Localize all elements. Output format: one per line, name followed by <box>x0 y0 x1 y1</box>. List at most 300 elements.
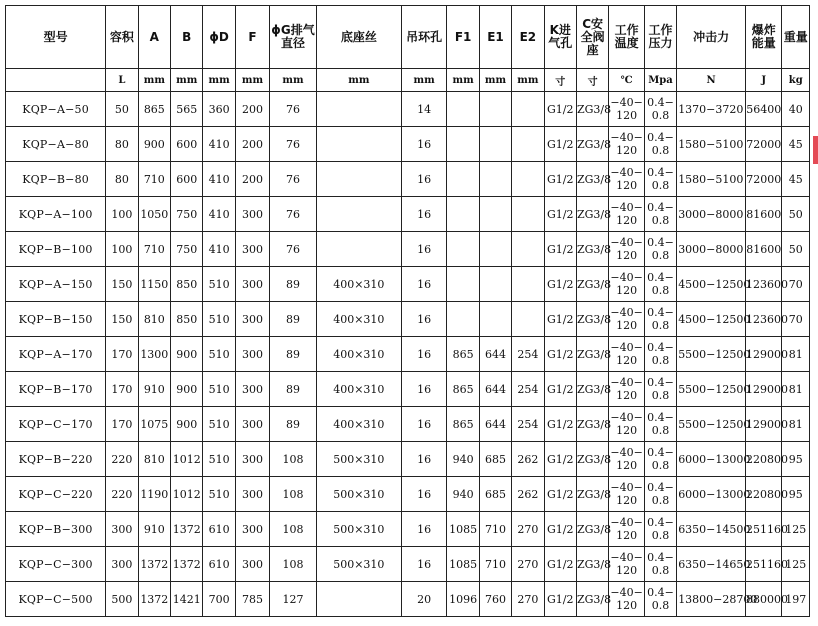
col-header-d: ϕD <box>203 6 235 69</box>
table-cell: 108 <box>270 477 317 512</box>
table-cell: 910 <box>138 512 170 547</box>
table-cell: 700 <box>203 582 235 617</box>
table-cell: 880000 <box>746 582 782 617</box>
table-cell: 16 <box>401 337 447 372</box>
table-cell: 270 <box>512 582 544 617</box>
table-cell: 6000−13000 <box>677 442 746 477</box>
col-header-volume: 容积 <box>106 6 138 69</box>
table-cell: 400×310 <box>316 337 401 372</box>
col-header-blast-energy: 爆炸能量 <box>746 6 782 69</box>
table-cell: 410 <box>203 162 235 197</box>
table-cell <box>447 197 479 232</box>
table-cell: 220 <box>106 477 138 512</box>
table-cell: 45 <box>782 127 810 162</box>
table-cell: 100 <box>106 232 138 267</box>
table-cell: 865 <box>447 372 479 407</box>
table-cell: 710 <box>479 512 511 547</box>
model-cell: KQP−A−80 <box>6 127 106 162</box>
table-cell: 45 <box>782 162 810 197</box>
table-cell: 76 <box>270 92 317 127</box>
table-cell: −40− 120 <box>609 162 644 197</box>
model-cell: KQP−A−170 <box>6 337 106 372</box>
table-cell <box>512 302 544 337</box>
table-cell: 850 <box>171 302 203 337</box>
col-header-b: B <box>171 6 203 69</box>
table-cell: 865 <box>447 337 479 372</box>
table-cell: 81 <box>782 372 810 407</box>
table-cell: 200 <box>235 127 269 162</box>
table-cell: G1/2 <box>544 582 576 617</box>
table-cell: G1/2 <box>544 232 576 267</box>
table-cell: 300 <box>235 477 269 512</box>
table-cell <box>479 92 511 127</box>
table-cell: ZG3/8 <box>576 302 608 337</box>
table-cell: 123600 <box>746 267 782 302</box>
table-cell: 0.4− 0.8 <box>644 477 676 512</box>
table-cell: 1050 <box>138 197 170 232</box>
table-cell: 1190 <box>138 477 170 512</box>
table-cell <box>512 267 544 302</box>
table-cell: 150 <box>106 267 138 302</box>
table-cell: 170 <box>106 407 138 442</box>
table-cell: 300 <box>106 512 138 547</box>
table-row <box>6 92 810 127</box>
col-header-safety-valve: C安全阀座 <box>576 6 608 69</box>
table-cell: 300 <box>235 267 269 302</box>
table-cell <box>512 232 544 267</box>
table-cell <box>479 232 511 267</box>
table-cell: 76 <box>270 197 317 232</box>
model-cell: KQP−A−150 <box>6 267 106 302</box>
table-cell: 300 <box>235 197 269 232</box>
table-cell: 150 <box>106 302 138 337</box>
table-cell <box>447 302 479 337</box>
table-cell: −40− 120 <box>609 477 644 512</box>
table-cell: 300 <box>235 547 269 582</box>
table-cell: 20 <box>401 582 447 617</box>
table-cell: 16 <box>401 232 447 267</box>
unit-cell: L <box>106 69 138 92</box>
table-cell <box>479 302 511 337</box>
table-cell: ZG3/8 <box>576 232 608 267</box>
col-header-pressure: 工作压力 <box>644 6 676 69</box>
col-header-f1: F1 <box>447 6 479 69</box>
table-cell: −40− 120 <box>609 582 644 617</box>
table-row <box>6 582 810 617</box>
table-cell: 510 <box>203 442 235 477</box>
unit-cell <box>6 69 106 92</box>
unit-cell: mm <box>138 69 170 92</box>
table-cell: 16 <box>401 442 447 477</box>
col-header-base-thread: 底座丝 <box>316 6 401 69</box>
table-cell: ZG3/8 <box>576 197 608 232</box>
model-cell: KQP−C−220 <box>6 477 106 512</box>
table-cell: 300 <box>235 302 269 337</box>
table-cell: 16 <box>401 547 447 582</box>
spec-table <box>5 5 810 617</box>
table-cell: 6350−14500 <box>677 512 746 547</box>
table-cell <box>447 232 479 267</box>
unit-cell: 寸 <box>544 69 576 92</box>
table-cell: 125 <box>782 512 810 547</box>
table-cell: 1372 <box>171 512 203 547</box>
table-body <box>6 92 810 617</box>
table-cell: 1372 <box>171 547 203 582</box>
table-cell: 644 <box>479 337 511 372</box>
table-cell: 0.4− 0.8 <box>644 547 676 582</box>
table-cell: 70 <box>782 267 810 302</box>
table-cell: −40− 120 <box>609 127 644 162</box>
table-cell: 410 <box>203 197 235 232</box>
unit-cell: mm <box>316 69 401 92</box>
table-cell: −40− 120 <box>609 442 644 477</box>
table-cell: 1372 <box>138 582 170 617</box>
table-cell: G1/2 <box>544 547 576 582</box>
table-cell: 200 <box>235 162 269 197</box>
table-cell: 220800 <box>746 442 782 477</box>
table-cell: 72000 <box>746 127 782 162</box>
table-cell: 1300 <box>138 337 170 372</box>
col-header-model: 型号 <box>6 6 106 69</box>
table-cell: G1/2 <box>544 302 576 337</box>
table-cell: 900 <box>171 337 203 372</box>
table-cell: 865 <box>447 407 479 442</box>
table-cell <box>316 197 401 232</box>
unit-cell: N <box>677 69 746 92</box>
table-cell: 81 <box>782 407 810 442</box>
table-cell: 810 <box>138 442 170 477</box>
table-cell: ZG3/8 <box>576 267 608 302</box>
table-cell: G1/2 <box>544 162 576 197</box>
table-cell: 251160 <box>746 547 782 582</box>
table-cell: 6350−14650 <box>677 547 746 582</box>
unit-cell: mm <box>235 69 269 92</box>
table-cell <box>316 92 401 127</box>
unit-cell: 寸 <box>576 69 608 92</box>
table-cell: 4500−12500 <box>677 302 746 337</box>
table-cell <box>479 162 511 197</box>
table-cell: 5500−12500 <box>677 407 746 442</box>
table-row <box>6 407 810 442</box>
table-cell: 89 <box>270 372 317 407</box>
table-cell: 500 <box>106 582 138 617</box>
table-cell: 900 <box>171 372 203 407</box>
table-cell: 610 <box>203 512 235 547</box>
table-cell: 300 <box>235 442 269 477</box>
table-cell: ZG3/8 <box>576 477 608 512</box>
table-cell: 940 <box>447 477 479 512</box>
table-cell: 16 <box>401 197 447 232</box>
model-cell: KQP−C−300 <box>6 547 106 582</box>
table-cell: 200 <box>235 92 269 127</box>
table-cell <box>479 267 511 302</box>
table-cell: G1/2 <box>544 92 576 127</box>
unit-cell: mm <box>447 69 479 92</box>
table-cell: 0.4− 0.8 <box>644 302 676 337</box>
unit-cell: kg <box>782 69 810 92</box>
table-cell: 0.4− 0.8 <box>644 337 676 372</box>
units-row <box>6 69 810 92</box>
table-cell: G1/2 <box>544 197 576 232</box>
table-cell <box>316 162 401 197</box>
unit-cell: ℃ <box>609 69 644 92</box>
table-cell: 300 <box>235 232 269 267</box>
table-cell: 129000 <box>746 337 782 372</box>
table-cell: 16 <box>401 512 447 547</box>
table-cell: −40− 120 <box>609 302 644 337</box>
col-header-f: F <box>235 6 269 69</box>
table-cell: 1012 <box>171 477 203 512</box>
table-cell: 81600 <box>746 197 782 232</box>
table-cell: 0.4− 0.8 <box>644 267 676 302</box>
table-cell: 400×310 <box>316 267 401 302</box>
table-row <box>6 267 810 302</box>
table-cell: 300 <box>235 407 269 442</box>
edge-marker <box>813 136 818 164</box>
table-cell: 220 <box>106 442 138 477</box>
table-cell: 360 <box>203 92 235 127</box>
table-row <box>6 197 810 232</box>
table-row <box>6 477 810 512</box>
table-cell: 220800 <box>746 477 782 512</box>
col-header-temperature: 工作温度 <box>609 6 644 69</box>
table-row <box>6 547 810 582</box>
table-cell: 127 <box>270 582 317 617</box>
model-cell: KQP−C−170 <box>6 407 106 442</box>
table-cell <box>447 162 479 197</box>
unit-cell: mm <box>270 69 317 92</box>
table-cell: 197 <box>782 582 810 617</box>
table-cell: 0.4− 0.8 <box>644 582 676 617</box>
table-cell: 16 <box>401 407 447 442</box>
table-cell: 510 <box>203 477 235 512</box>
table-cell: 170 <box>106 372 138 407</box>
table-cell: 510 <box>203 302 235 337</box>
table-cell: 600 <box>171 127 203 162</box>
table-cell: 865 <box>138 92 170 127</box>
unit-cell: mm <box>203 69 235 92</box>
table-cell: 40 <box>782 92 810 127</box>
table-cell: 16 <box>401 162 447 197</box>
table-cell: 254 <box>512 337 544 372</box>
table-cell: 50 <box>782 232 810 267</box>
table-cell: 108 <box>270 547 317 582</box>
table-cell: 89 <box>270 337 317 372</box>
table-cell: 685 <box>479 442 511 477</box>
table-cell <box>316 232 401 267</box>
table-cell: −40− 120 <box>609 547 644 582</box>
table-row <box>6 232 810 267</box>
table-cell: ZG3/8 <box>576 162 608 197</box>
table-cell <box>316 127 401 162</box>
table-cell <box>512 197 544 232</box>
table-row <box>6 337 810 372</box>
col-header-weight: 重量 <box>782 6 810 69</box>
table-cell: 300 <box>235 372 269 407</box>
table-row <box>6 302 810 337</box>
table-row <box>6 512 810 547</box>
table-cell: 810 <box>138 302 170 337</box>
unit-cell: mm <box>479 69 511 92</box>
table-cell: 270 <box>512 547 544 582</box>
table-cell: 16 <box>401 302 447 337</box>
table-cell: 125 <box>782 547 810 582</box>
table-cell: 5500−12500 <box>677 337 746 372</box>
table-cell: −40− 120 <box>609 267 644 302</box>
table-cell: G1/2 <box>544 477 576 512</box>
table-cell: 900 <box>171 407 203 442</box>
table-cell: 108 <box>270 512 317 547</box>
table-cell: 16 <box>401 267 447 302</box>
model-cell: KQP−B−170 <box>6 372 106 407</box>
table-cell: 710 <box>479 547 511 582</box>
table-cell <box>512 162 544 197</box>
table-cell: 3000−8000 <box>677 232 746 267</box>
table-cell: 500×310 <box>316 442 401 477</box>
table-row <box>6 372 810 407</box>
table-cell: 100 <box>106 197 138 232</box>
table-cell: 76 <box>270 127 317 162</box>
table-cell: 0.4− 0.8 <box>644 197 676 232</box>
table-cell <box>447 127 479 162</box>
table-cell: 50 <box>782 197 810 232</box>
table-cell: 254 <box>512 407 544 442</box>
table-row <box>6 442 810 477</box>
table-cell: −40− 120 <box>609 407 644 442</box>
table-cell: ZG3/8 <box>576 372 608 407</box>
table-cell: 710 <box>138 232 170 267</box>
col-header-lifting-hole: 吊环孔 <box>401 6 447 69</box>
table-cell <box>512 127 544 162</box>
table-cell: 1580−5100 <box>677 127 746 162</box>
table-cell: G1/2 <box>544 372 576 407</box>
table-cell: 6000−13000 <box>677 477 746 512</box>
table-cell: ZG3/8 <box>576 547 608 582</box>
table-cell: G1/2 <box>544 337 576 372</box>
table-cell: 76 <box>270 162 317 197</box>
table-cell: 0.4− 0.8 <box>644 127 676 162</box>
table-cell: 251160 <box>746 512 782 547</box>
table-cell: 14 <box>401 92 447 127</box>
table-cell: 1075 <box>138 407 170 442</box>
model-cell: KQP−A−50 <box>6 92 106 127</box>
table-cell: 95 <box>782 442 810 477</box>
table-cell: 0.4− 0.8 <box>644 162 676 197</box>
table-cell: 710 <box>138 162 170 197</box>
table-cell: 785 <box>235 582 269 617</box>
table-cell: G1/2 <box>544 512 576 547</box>
unit-cell: mm <box>512 69 544 92</box>
table-cell: 89 <box>270 267 317 302</box>
unit-cell: mm <box>401 69 447 92</box>
table-cell: 80 <box>106 162 138 197</box>
table-cell: 72000 <box>746 162 782 197</box>
table-cell: 0.4− 0.8 <box>644 407 676 442</box>
table-cell: ZG3/8 <box>576 92 608 127</box>
table-cell: 685 <box>479 477 511 512</box>
table-cell: 300 <box>106 547 138 582</box>
table-cell <box>447 92 479 127</box>
table-row <box>6 162 810 197</box>
table-cell: ZG3/8 <box>576 512 608 547</box>
table-cell: 400×310 <box>316 407 401 442</box>
table-cell: 129000 <box>746 407 782 442</box>
table-cell: 565 <box>171 92 203 127</box>
table-cell: 760 <box>479 582 511 617</box>
table-cell: 1085 <box>447 512 479 547</box>
table-cell: 5500−12500 <box>677 372 746 407</box>
table-cell: 610 <box>203 547 235 582</box>
table-cell: 254 <box>512 372 544 407</box>
table-cell: 750 <box>171 197 203 232</box>
table-cell: ZG3/8 <box>576 582 608 617</box>
table-cell: 600 <box>171 162 203 197</box>
col-header-e2: E2 <box>512 6 544 69</box>
table-cell: 644 <box>479 372 511 407</box>
table-cell: 0.4− 0.8 <box>644 92 676 127</box>
table-cell: 0.4− 0.8 <box>644 442 676 477</box>
model-cell: KQP−B−80 <box>6 162 106 197</box>
table-cell: 300 <box>235 512 269 547</box>
table-cell <box>512 92 544 127</box>
table-cell: ZG3/8 <box>576 442 608 477</box>
model-cell: KQP−C−500 <box>6 582 106 617</box>
table-cell: 500×310 <box>316 512 401 547</box>
table-cell: 910 <box>138 372 170 407</box>
table-cell: G1/2 <box>544 127 576 162</box>
table-cell: 300 <box>235 337 269 372</box>
table-cell: 510 <box>203 337 235 372</box>
table-cell: G1/2 <box>544 267 576 302</box>
table-cell: 50 <box>106 92 138 127</box>
table-cell: 510 <box>203 407 235 442</box>
table-cell: 1580−5100 <box>677 162 746 197</box>
table-cell: −40− 120 <box>609 197 644 232</box>
table-cell: 400×310 <box>316 372 401 407</box>
model-cell: KQP−B−150 <box>6 302 106 337</box>
col-header-e1: E1 <box>479 6 511 69</box>
table-cell: 262 <box>512 442 544 477</box>
table-cell: 940 <box>447 442 479 477</box>
table-cell: G1/2 <box>544 407 576 442</box>
table-cell: 500×310 <box>316 547 401 582</box>
col-header-inlet: K进气孔 <box>544 6 576 69</box>
table-cell: 410 <box>203 127 235 162</box>
table-cell: 270 <box>512 512 544 547</box>
table-cell: 13800−28700 <box>677 582 746 617</box>
model-cell: KQP−B−220 <box>6 442 106 477</box>
table-row <box>6 127 810 162</box>
header-row <box>6 6 810 69</box>
col-header-impact-force: 冲击力 <box>677 6 746 69</box>
table-cell: 1096 <box>447 582 479 617</box>
table-cell: 76 <box>270 232 317 267</box>
table-cell: 89 <box>270 302 317 337</box>
table-cell: ZG3/8 <box>576 407 608 442</box>
table-cell: 56400 <box>746 92 782 127</box>
table-cell: ZG3/8 <box>576 127 608 162</box>
table-cell: −40− 120 <box>609 92 644 127</box>
table-cell: ZG3/8 <box>576 337 608 372</box>
table-cell: 89 <box>270 407 317 442</box>
table-cell: 1085 <box>447 547 479 582</box>
table-cell: 1421 <box>171 582 203 617</box>
table-cell <box>479 197 511 232</box>
table-cell: 850 <box>171 267 203 302</box>
table-cell: 95 <box>782 477 810 512</box>
unit-cell: J <box>746 69 782 92</box>
table-cell: 510 <box>203 267 235 302</box>
